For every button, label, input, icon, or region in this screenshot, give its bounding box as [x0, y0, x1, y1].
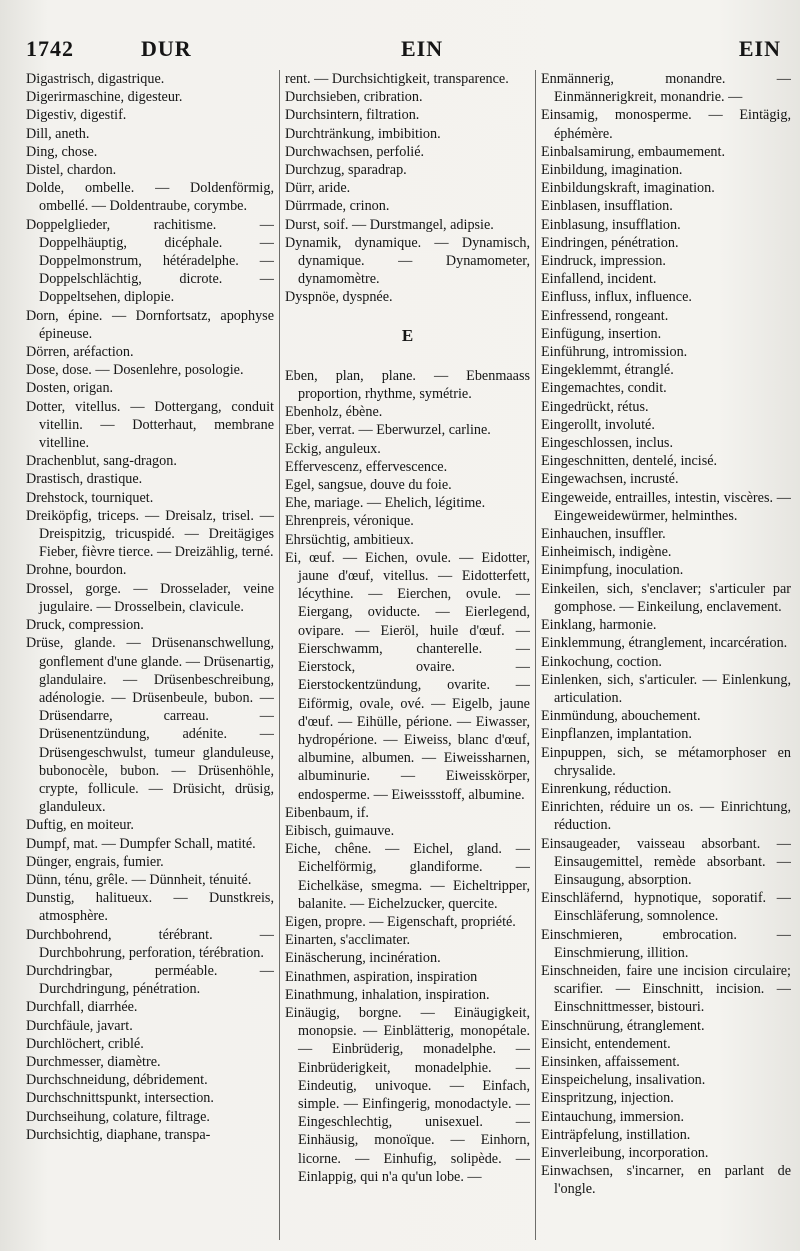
dictionary-entry: Durchbohrend, térébrant. — Durchbohrung, perforation, térébration. — [26, 926, 274, 961]
dictionary-entry: Einblasen, insufflation. — [541, 198, 673, 215]
dictionary-entry: Durchschneidung, débridement. — [26, 1072, 208, 1089]
dictionary-entry: Einhauchen, insuffler. — [541, 526, 666, 543]
section-letter: E — [401, 325, 414, 345]
dictionary-entry: Dünger, engrais, fumier. — [26, 853, 164, 870]
dictionary-entry: Durchfäule, javart. — [26, 1017, 133, 1034]
dictionary-entry: Dorn, épine. — Dornfortsatz, apophyse épineuse. — [26, 307, 274, 342]
dictionary-entry: Einfallend, incident. — [541, 271, 657, 288]
dictionary-entry: Einsamig, monosperme. — Eintägig, éphémère. — [541, 107, 791, 142]
dictionary-entry: Effervescenz, effervescence. — [285, 458, 448, 475]
dictionary-entry: Distel, chardon. — [26, 162, 117, 179]
dictionary-entry: rent. — Durchsichtigkeit, transparence. — [285, 71, 509, 87]
dictionary-entry: Einimpfung, inoculation. — [541, 562, 684, 579]
dictionary-entry: Einlenken, sich, s'articuler. — Einlenkung, articulation. — [541, 671, 791, 706]
dictionary-entry: Einschnürung, étranglement. — [541, 1017, 705, 1034]
dictionary-entry: Ebenholz, ébène. — [285, 404, 383, 421]
dictionary-entry: Eingemachtes, condit. — [541, 380, 667, 397]
dictionary-entry: Einpuppen, sich, se métamorphoser en chrysalide. — [541, 744, 791, 779]
column-middle — [285, 70, 530, 1240]
dictionary-entry: Einäugig, borgne. — Einäugigkeit, monopsie. — Einblätterig, monopétale. — Einbrüderig, monadelphe. — Einbrüderigkeit, monadelphie. — Eindeutig, univoque. — Einfach, simple. — Einfingerig, monodactyle. — Eingeschlechtig, unisexuel. — Einhäusig, monoïque. — Einhorn, licorne. — Einhufig, solipède. — Einlappig, qui n'a qu'un lobe. — — [285, 1004, 530, 1185]
dictionary-entry: Ehrenpreis, véronique. — [285, 513, 414, 530]
dictionary-entry: Dyspnöe, dyspnée. — [285, 289, 393, 306]
dictionary-entry: Dünn, ténu, grêle. — Dünnheit, ténuité. — [26, 871, 252, 888]
dictionary-entry: Einschläfernd, hypnotique, soporatif. — Einschläferung, somnolence. — [541, 890, 791, 925]
dictionary-entry: Einklemmung, étranglement, incarcération. — [541, 635, 788, 652]
dictionary-entry: Eibisch, guimauve. — [285, 822, 395, 839]
dictionary-entry: Einathmung, inhalation, inspiration. — [285, 986, 490, 1003]
dictionary-entry: Drachenblut, sang-dragon. — [26, 453, 177, 470]
dictionary-entry: Dill, aneth. — [26, 125, 90, 142]
dictionary-entry: Durchwachsen, perfolié. — [285, 143, 425, 160]
dictionary-entry: Drüse, glande. — Drüsenanschwellung, gonflement d'une glande. — Drüsenartig, glandulaire. — Drüsenbeschreibung, adénologie. — Drüsenbeule, bubon. — Drüsendarre, carreau. — Drüsenentzündung, adénite. — Drüsengeschwulst, tumeur glanduleuse, bubonocèle, bubon. — Drüsenhöhle, crypte, follicule. — Drüsicht, drüsig, glanduleux. — [26, 635, 274, 816]
dictionary-entry: Eintauchung, immersion. — [541, 1108, 685, 1125]
right-running-head: EIN — [738, 36, 781, 61]
dictionary-entry: Einführung, intromission. — [541, 344, 688, 361]
dictionary-entry: Dosten, origan. — [26, 380, 114, 397]
middle-entries-bottom — [285, 367, 530, 1186]
dictionary-entry: Durchmesser, diamètre. — [26, 1053, 161, 1070]
dictionary-entry: Einspeichelung, insalivation. — [541, 1072, 706, 1089]
dictionary-entry: Durchschnittspunkt, intersection. — [26, 1090, 214, 1107]
dictionary-entry: Einsaugeader, vaisseau absorbant. — Einsaugemittel, remède absorbant. — Einsaugung, absorption. — [541, 835, 791, 888]
dictionary-entry: Eckig, anguleux. — [285, 440, 381, 457]
dictionary-entry: Dreiköpfig, triceps. — Dreisalz, trisel. — Dreispitzig, tricuspidé. — Dreitägiges Fieber, fièvre tierce. — Dreizählig, terné. — [26, 507, 274, 561]
dictionary-entry: Enmännerig, monandre. — Einmännerigkreit, monandrie. — — [541, 71, 791, 106]
dictionary-entry: Eindringen, pénétration. — [541, 234, 679, 251]
dictionary-entry: Dörren, aréfaction. — [26, 344, 134, 361]
dictionary-entry: Einarten, s'acclimater. — [285, 932, 411, 949]
dictionary-entry: Einrichten, réduire un os. — Einrichtung, réduction. — [541, 799, 791, 834]
dictionary-entry: Dumpf, mat. — Dumpfer Schall, matité. — [26, 835, 256, 852]
dictionary-entry: Durchfall, diarrhée. — [26, 999, 138, 1016]
dictionary-entry: Einfressend, rongeant. — [541, 307, 669, 324]
dictionary-entry: Eingeschlossen, inclus. — [541, 435, 674, 452]
dictionary-entry: Durchsintern, filtration. — [285, 107, 420, 124]
dictionary-entry: Einbildung, imagination. — [541, 162, 683, 179]
dictionary-entry: Eingeschnitten, dentelé, incisé. — [541, 453, 718, 470]
dictionary-entry: Eiche, chêne. — Eichel, gland. — Eichelförmig, glandiforme. — Eichelkäse, smegma. — Eicheltripper, balanite. — Eichelzucker, quercite. — [285, 841, 530, 912]
dictionary-entry: Dunstig, halitueux. — Dunstkreis, atmosphère. — [26, 890, 274, 925]
dictionary-entry: Drossel, gorge. — Drosselader, veine jugulaire. — Drosselbein, clavicule. — [26, 580, 274, 615]
dictionary-entry: Druck, compression. — [26, 617, 144, 634]
dictionary-entry: Eingewachsen, incrusté. — [541, 471, 679, 488]
dictionary-entry: Eben, plan, plane. — Ebenmaass proportion, rhythme, symétrie. — [285, 367, 530, 403]
dictionary-entry: Einheimisch, indigène. — [541, 544, 672, 561]
dictionary-entry: Eingeweide, entrailles, intestin, viscères. — Eingeweidewürmer, helminthes. — [541, 489, 791, 524]
dictionary-entry: Duftig, en moiteur. — [26, 817, 134, 834]
dictionary-entry: Durchtränkung, imbibition. — [285, 125, 441, 142]
dictionary-entry: Ei, œuf. — Eichen, ovule. — Eidotter, jaune d'œuf, vitellus. — Eidotterfett, lécythine. — Eierchen, ovule. — Eiergang, oviducte. — Eierlegend, ovipare. — Eieröl, huile d'œuf. — Eierschwamm, chanterelle. — Eierstock, ovaire. — Eierstockentzündung, ovarite. — Eiförmig, ovale, ové. — Eigelb, jaune d'œuf. — Eihülle, périone. — Eiwasser, hydropérione. — Eiweiss, blanc d'œuf, albumine, albumen. — Eiweissharnen, albuminurie. — Eiweisskörper, endosperme. — Eiweissstoff, albumine. — [285, 549, 530, 803]
dictionary-entry: Drehstock, tourniquet. — [26, 489, 154, 506]
dictionary-entry: Dolde, ombelle. — Doldenförmig, ombellé. — Doldentraube, corymbe. — [26, 180, 274, 215]
dictionary-entry: Eber, verrat. — Eberwurzel, carline. — [285, 422, 491, 439]
dictionary-entry: Durchlöchert, criblé. — [26, 1035, 144, 1052]
dictionary-entry: Eingedrückt, rétus. — [541, 398, 649, 415]
dictionary-entry: Einschneiden, faire une incision circulaire; scarifier. — Einschnitt, incision. — Einschnittmesser, bistouri. — [541, 962, 791, 1016]
column-left — [26, 70, 274, 1240]
dictionary-entry: Einsinken, affaissement. — [541, 1053, 680, 1070]
column-divider — [279, 70, 280, 1240]
dictionary-entry: Einwachsen, s'incarner, en parlant de l'ongle. — [541, 1163, 791, 1198]
dictionary-entry: Eingeklemmt, étranglé. — [541, 362, 674, 379]
dictionary-entry: Einkeilen, sich, s'enclaver; s'articuler par gomphose. — Einkeilung, enclavement. — [541, 580, 791, 615]
dictionary-entry: Einathmen, aspiration, inspiration — [285, 968, 478, 985]
dictionary-entry: Einrenkung, réduction. — [541, 780, 672, 797]
dictionary-entry: Durchdringbar, perméable. — Durchdringung, pénétration. — [26, 962, 274, 998]
dictionary-entry: Einmündung, abouchement. — [541, 708, 701, 725]
dictionary-entry: Einbalsamirung, embaumement. — [541, 143, 725, 160]
dictionary-entry: Eingerollt, involuté. — [541, 416, 655, 433]
dictionary-entry: Einfluss, influx, influence. — [541, 289, 692, 306]
dictionary-entry: Doppelglieder, rachitisme. — Doppelhäuptig, dicéphale. — Doppelmonstrum, hétéradelphe. — Doppelschlächtig, dicrote. — Doppeltsehen, diplopie. — [26, 216, 274, 306]
dictionary-entry: Digastrisch, digastrique. — [26, 71, 165, 87]
dictionary-entry: Digerirmaschine, digesteur. — [26, 89, 183, 106]
dictionary-entry: Ehe, mariage. — Ehelich, légitime. — [285, 495, 486, 512]
dictionary-entry: Digestiv, digestif. — [26, 107, 127, 124]
middle-entries-top — [285, 70, 530, 307]
column-divider — [535, 70, 536, 1240]
dictionary-entry: Eigen, propre. — Eigenschaft, propriété. — [285, 913, 516, 930]
dictionary-entry: Einkochung, coction. — [541, 653, 662, 670]
dictionary-entry: Einbildungskraft, imagination. — [541, 180, 715, 197]
dictionary-entry: Einverleibung, incorporation. — [541, 1144, 709, 1161]
dictionary-entry: Ehrsüchtig, ambitieux. — [285, 531, 414, 548]
dictionary-entry: Durchsieben, cribration. — [285, 89, 423, 106]
dictionary-entry: Durchzug, sparadrap. — [285, 162, 407, 179]
dictionary-entry: Egel, sangsue, douve du foie. — [285, 477, 452, 494]
dictionary-entry: Dotter, vitellus. — Dottergang, conduit vitellin. — Dotterhaut, membrane vitelline. — [26, 398, 274, 452]
dictionary-entry: Ding, chose. — [26, 143, 98, 160]
dictionary-entry: Durchseihung, colature, filtrage. — [26, 1108, 210, 1125]
column-right — [541, 70, 791, 1240]
dictionary-entry: Dürrmade, crinon. — [285, 198, 390, 215]
dictionary-entry: Dose, dose. — Dosenlehre, posologie. — [26, 362, 244, 379]
dictionary-entry: Einäscherung, incinération. — [285, 950, 441, 967]
dictionary-entry: Einpflanzen, implantation. — [541, 726, 692, 743]
page-number: 1742 — [26, 36, 74, 61]
dictionary-entry: Einklang, harmonie. — [541, 617, 657, 634]
dictionary-entry: Drohne, bourdon. — [26, 562, 127, 579]
dictionary-entry: Dynamik, dynamique. — Dynamisch, dynamique. — Dynamometer, dynamomètre. — [285, 234, 530, 288]
dictionary-entry: Einfügung, insertion. — [541, 325, 662, 342]
center-running-head: EIN — [401, 36, 444, 61]
dictionary-entry: Durchsichtig, diaphane, transpa- — [26, 1126, 211, 1143]
dictionary-entry: Einblasung, insufflation. — [541, 216, 681, 233]
dictionary-entry: Drastisch, drastique. — [26, 471, 143, 488]
dictionary-entry: Einträpfelung, instillation. — [541, 1126, 691, 1143]
dictionary-entry: Durst, soif. — Durstmangel, adipsie. — [285, 216, 494, 233]
left-running-head: DUR — [141, 36, 192, 61]
dictionary-entry: Einschmieren, embrocation. — Einschmierung, illition. — [541, 926, 791, 961]
dictionary-entry: Eindruck, impression. — [541, 253, 666, 270]
dictionary-entry: Dürr, aride. — [285, 180, 351, 197]
dictionary-entry: Einspritzung, injection. — [541, 1090, 674, 1107]
dictionary-entry: Eibenbaum, if. — [285, 804, 369, 821]
dictionary-entry: Einsicht, entendement. — [541, 1035, 671, 1052]
page-header — [26, 36, 786, 66]
